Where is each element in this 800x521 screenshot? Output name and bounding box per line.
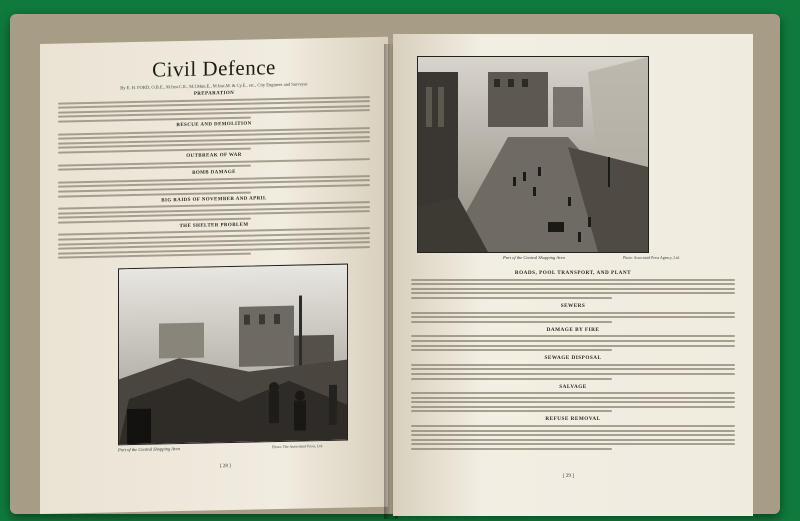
heading-outbreak: OUTBREAK OF WAR bbox=[186, 152, 242, 159]
open-book bbox=[10, 14, 780, 514]
bomb-damage-photo-left bbox=[118, 264, 348, 446]
heading-damage-by-fire: DAMAGE BY FIRE bbox=[546, 326, 600, 333]
photo-credit-left: Photo: The Associated Press, Ltd. bbox=[272, 444, 324, 450]
article-byline: By E. H. FORD, O.B.E., M.Inst.C.E., M.I.Mun.E., M.Inst.M. & Cy.E., etc., City Engineer and Surveyor bbox=[120, 81, 308, 91]
heading-rescue: RESCUE AND DEMOLITION bbox=[176, 121, 252, 129]
heading-sewers: SEWERS bbox=[560, 302, 586, 309]
paragraph-block bbox=[411, 312, 735, 323]
right-text-column bbox=[393, 266, 753, 453]
heading-roads: ROADS, POOL TRANSPORT, AND PLANT bbox=[514, 270, 632, 276]
paragraph-block bbox=[58, 228, 370, 260]
left-page bbox=[40, 37, 388, 514]
page-number-right: [ 29 ] bbox=[563, 474, 574, 479]
paragraph-block bbox=[411, 425, 735, 450]
paragraph-block bbox=[411, 364, 735, 380]
heading-shelter: THE SHELTER PROBLEM bbox=[179, 222, 249, 229]
photo-caption-left: Part of the Central Shopping Area bbox=[118, 446, 180, 453]
photo-credit-right: Photo: Associated Press Agency, Ltd. bbox=[623, 256, 680, 260]
paragraph-block bbox=[411, 392, 735, 412]
right-page bbox=[393, 34, 753, 516]
paragraph-block bbox=[411, 279, 735, 299]
paragraph-block bbox=[411, 335, 735, 351]
photo-caption-right: Part of the Central Shopping Area bbox=[503, 255, 565, 260]
heading-preparation: PREPARATION bbox=[193, 90, 235, 97]
paragraph-block bbox=[58, 96, 370, 123]
heading-big-raids: BIG RAIDS OF NOVEMBER AND APRIL bbox=[161, 195, 267, 203]
bomb-damage-photo-right bbox=[417, 56, 649, 253]
heading-sewage-disposal: SEWAGE DISPOSAL bbox=[544, 355, 602, 362]
heading-refuse-removal: REFUSE REMOVAL bbox=[545, 416, 601, 423]
heading-bomb-damage: BOMB DAMAGE bbox=[192, 170, 236, 176]
article-title: Civil Defence bbox=[152, 55, 276, 82]
paragraph-block bbox=[58, 127, 370, 154]
heading-salvage: SALVAGE bbox=[559, 383, 587, 390]
page-number-left: [ 28 ] bbox=[220, 464, 231, 470]
